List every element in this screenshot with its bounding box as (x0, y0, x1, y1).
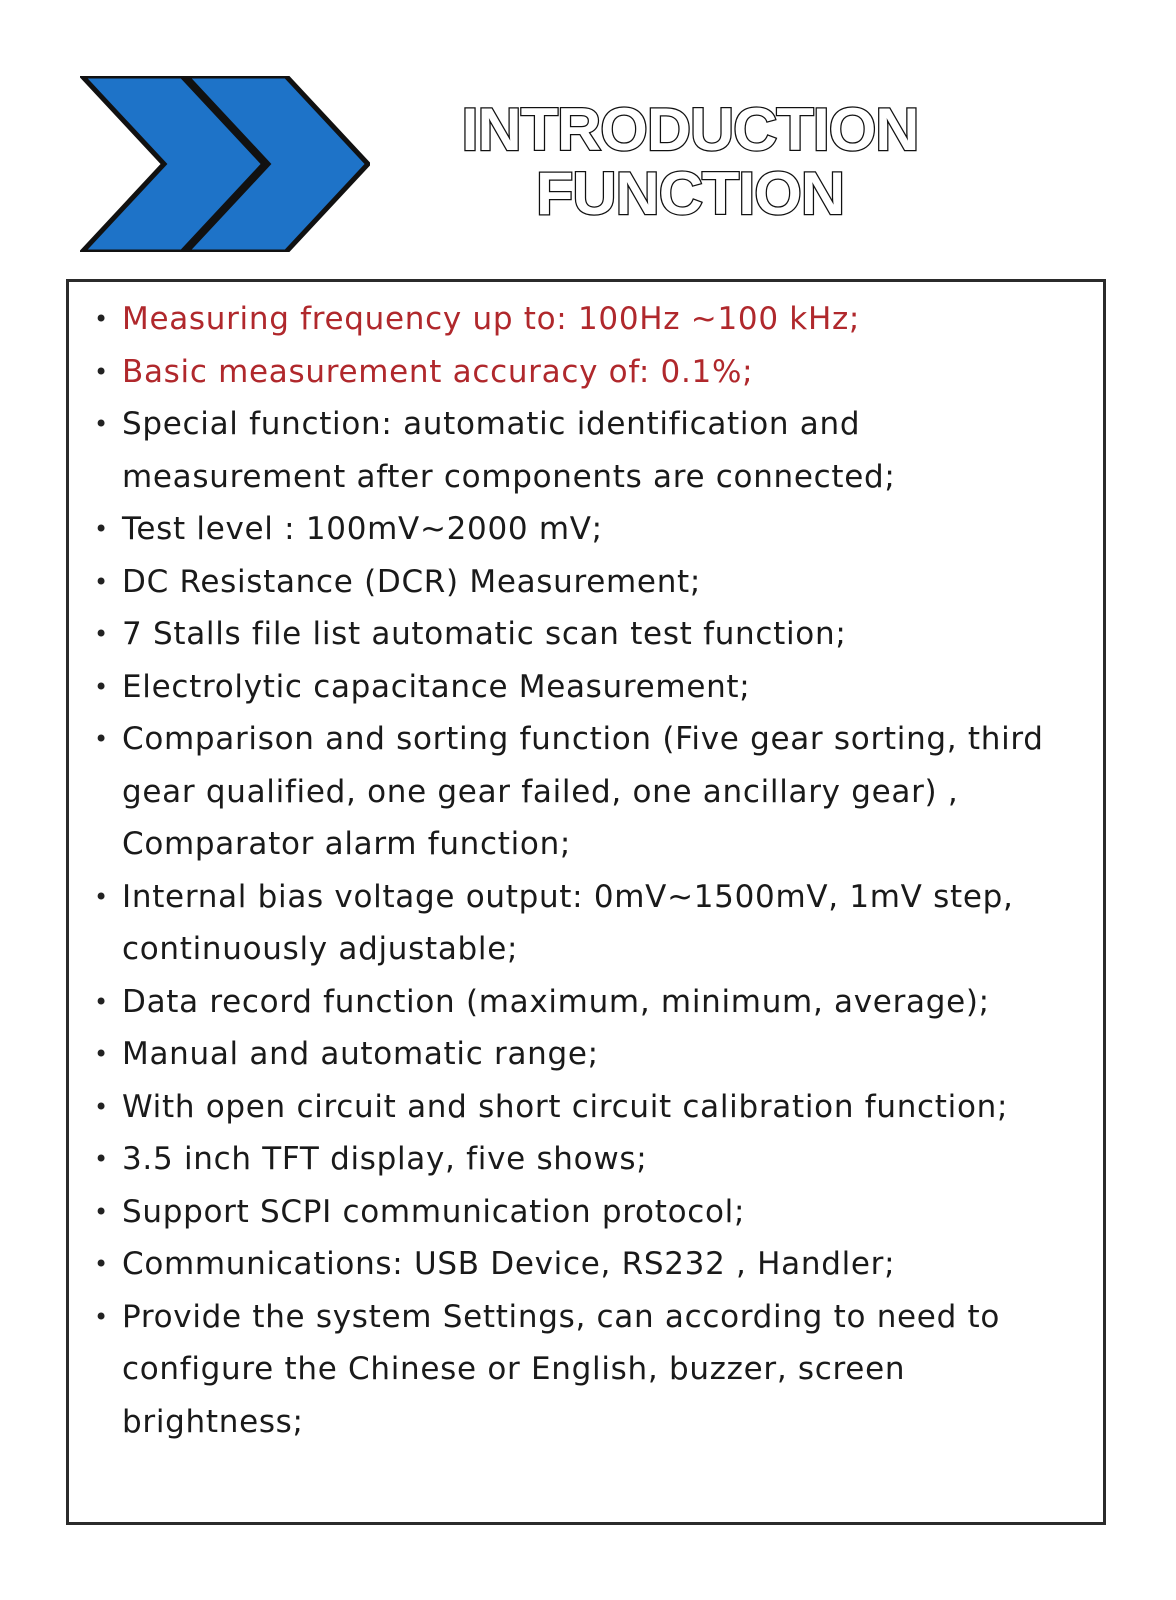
feature-item: • Test level : 100mV~2000 mV; (92, 503, 1092, 556)
feature-item: • Measuring frequency up to: 100Hz ~100 kHz; (92, 293, 1092, 346)
feature-item: • Electrolytic capacitance Measurement; (92, 661, 1092, 714)
feature-item: • 3.5 inch TFT display, five shows; (92, 1133, 1092, 1186)
feature-item: • With open circuit and short circuit calibration function; (92, 1081, 1092, 1134)
feature-item: • Data record function (maximum, minimum, average); (92, 976, 1092, 1029)
feature-item: • 7 Stalls file list automatic scan test function; (92, 608, 1092, 661)
feature-item: • Basic measurement accuracy of: 0.1%; (92, 346, 1092, 399)
title-line-2: FUNCTION (535, 160, 845, 227)
feature-item: • Manual and automatic range; (92, 1028, 1092, 1081)
feature-item: • Support SCPI communication protocol; (92, 1186, 1092, 1239)
feature-item: • Provide the system Settings, can according to need to configure the Chinese or English, buzzer, screen brightness; (92, 1291, 1092, 1449)
header (0, 0, 1176, 260)
double-chevron-right-icon (80, 76, 370, 252)
title-line-1: INTRODUCTION (461, 96, 919, 163)
page-title (410, 98, 970, 226)
feature-list (92, 293, 1092, 1448)
feature-item: • Special function: automatic identification and measurement after components are connected; (92, 398, 1092, 503)
feature-item: • Comparison and sorting function (Five gear sorting, third gear qualified, one gear failed, one ancillary gear) , Comparator alarm function; (92, 713, 1092, 871)
feature-item: • Internal bias voltage output: 0mV~1500mV, 1mV step, continuously adjustable; (92, 871, 1092, 976)
feature-item: • Communications: USB Device, RS232 , Handler; (92, 1238, 1092, 1291)
feature-item: • DC Resistance (DCR) Measurement; (92, 556, 1092, 609)
